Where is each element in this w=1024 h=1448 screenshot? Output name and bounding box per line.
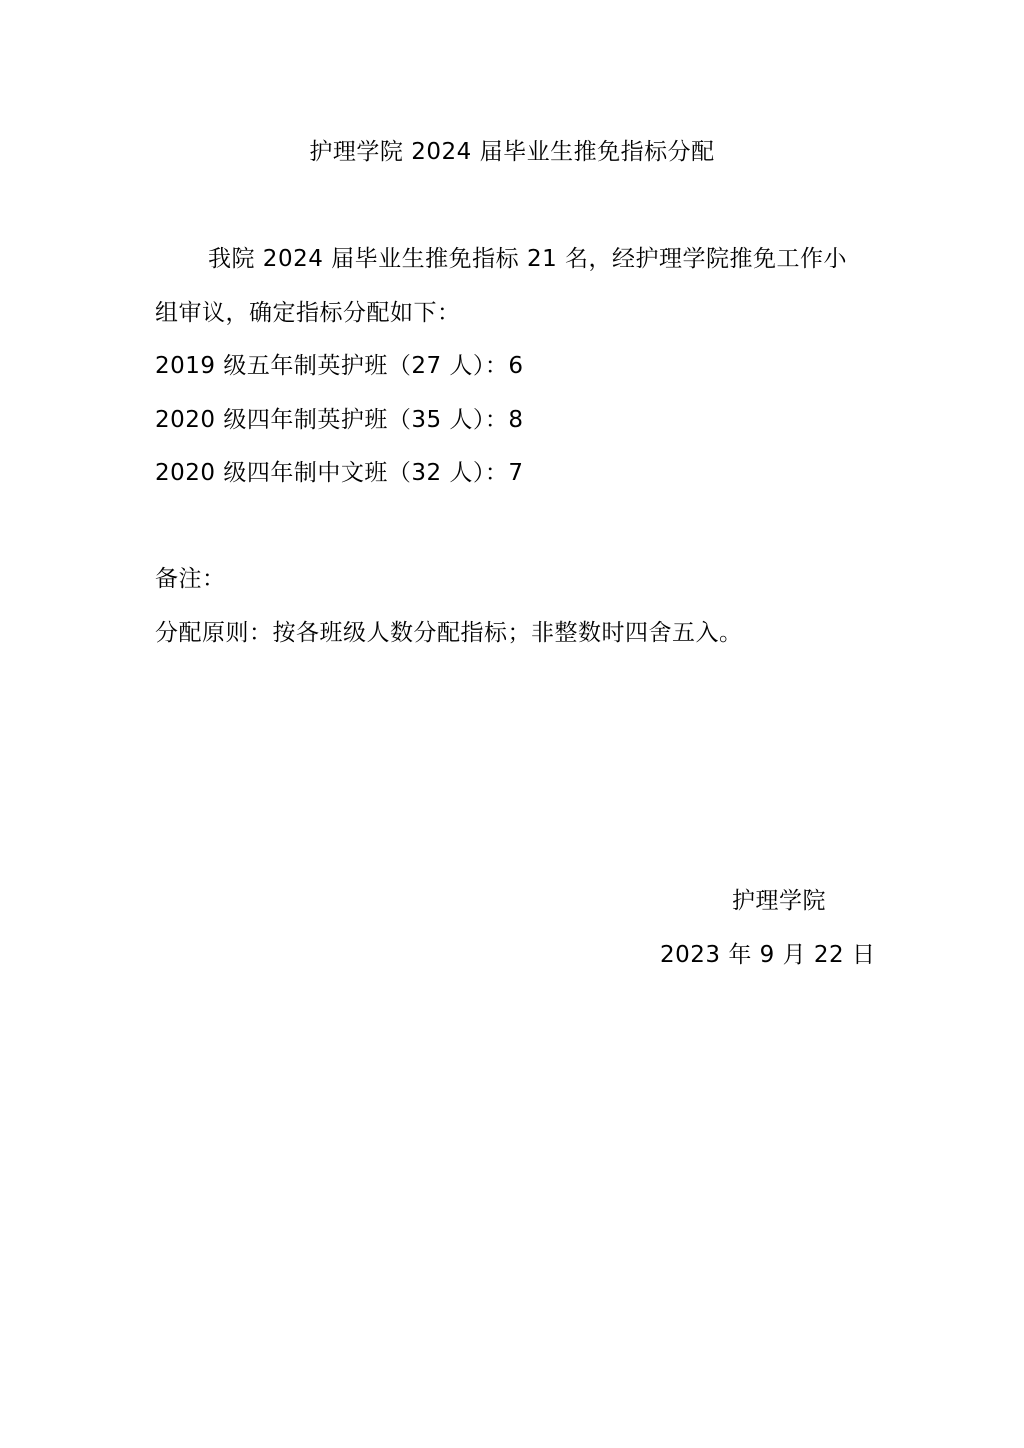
allocation-item: 2020 级四年制英护班（35 人）：8 [155, 407, 524, 433]
allocation-item: 2019 级五年制英护班（27 人）：6 [155, 353, 524, 379]
document-title: 护理学院 2024 届毕业生推免指标分配 [309, 139, 715, 165]
intro-paragraph-line-1: 我院 2024 届毕业生推免指标 21 名，经护理学院推免工作小 [208, 246, 848, 272]
signature-organization: 护理学院 [732, 888, 826, 914]
allocation-principle: 分配原则：按各班级人数分配指标；非整数时四舍五入。 [155, 620, 743, 646]
note-label: 备注： [155, 566, 226, 592]
allocation-item: 2020 级四年制中文班（32 人）：7 [155, 460, 524, 486]
intro-paragraph-line-2: 组审议，确定指标分配如下： [155, 300, 461, 326]
signature-date: 2023 年 9 月 22 日 [660, 942, 876, 968]
